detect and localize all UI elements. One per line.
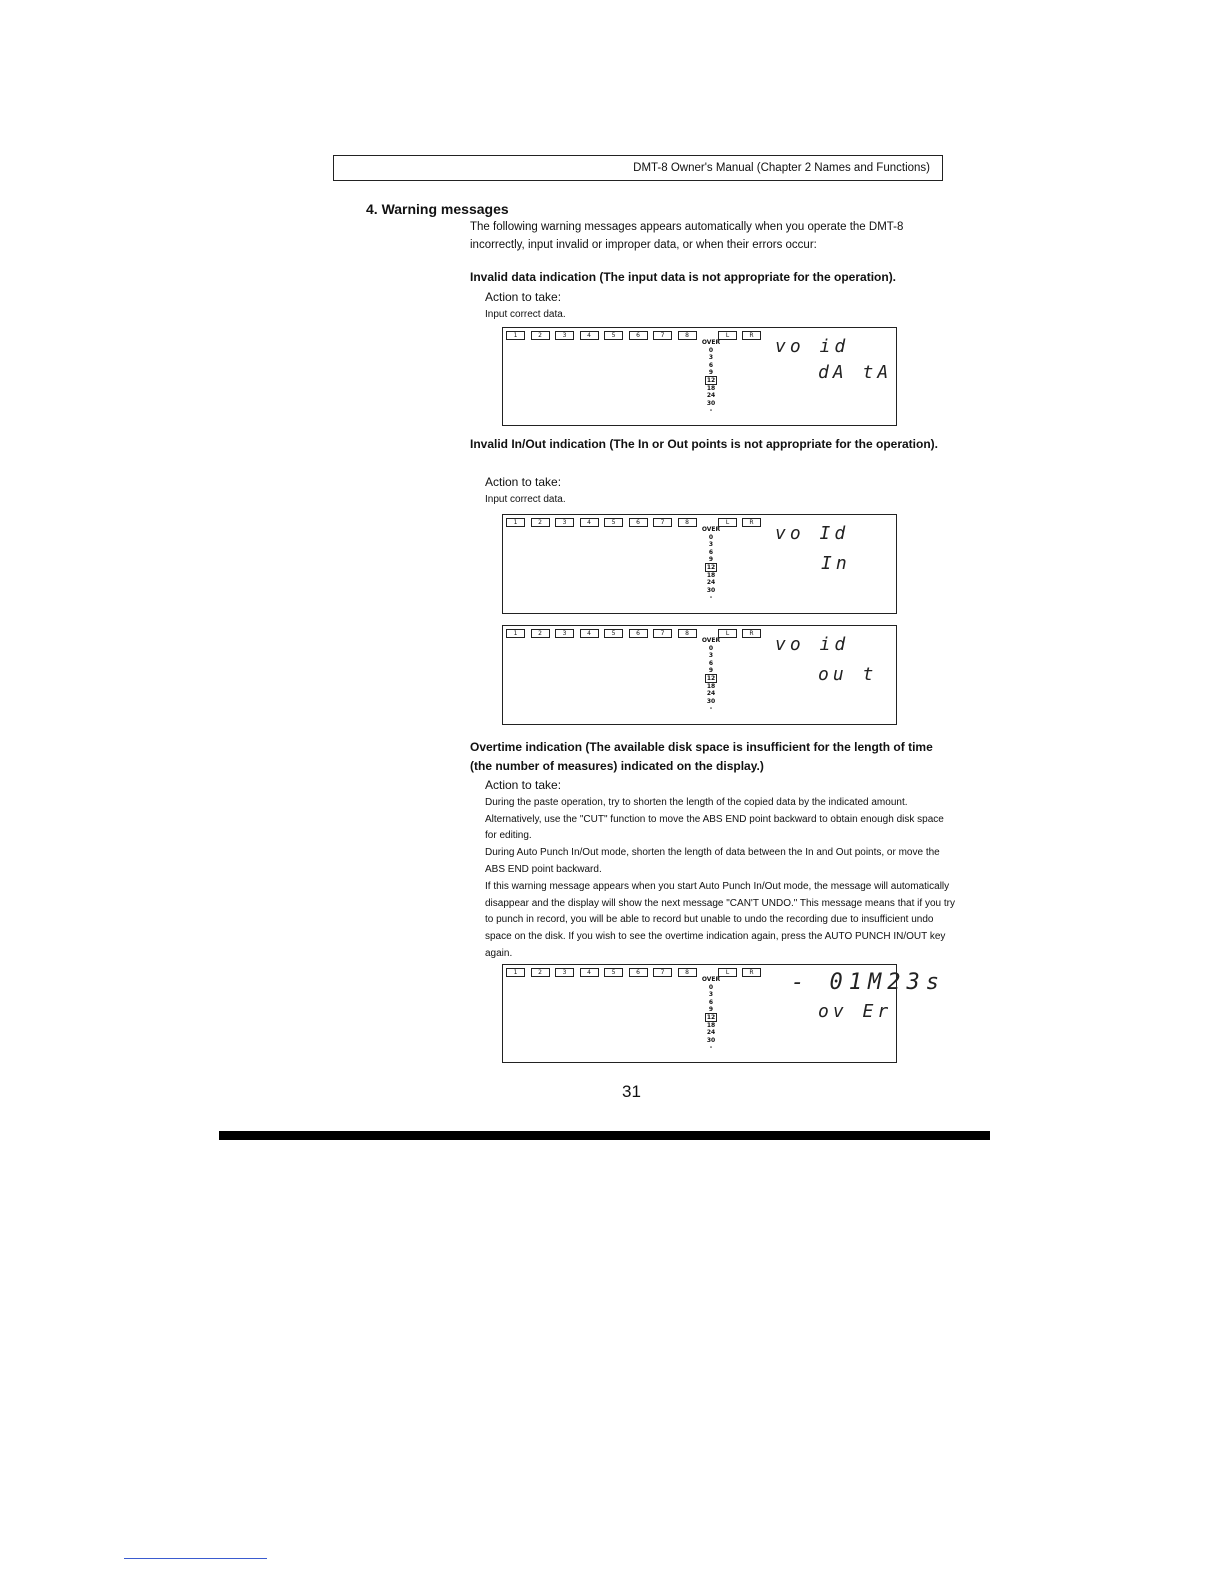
track-key-L: L — [718, 629, 737, 638]
meter-label--: - — [709, 594, 713, 602]
lcd-line2: ov Er — [818, 1001, 893, 1022]
level-meter — [699, 339, 723, 415]
track-key-3: 3 — [555, 968, 574, 977]
meter-label-12: 12 — [706, 563, 716, 571]
meter-label-12: 12 — [706, 674, 716, 682]
meter-label-3: 3 — [708, 991, 714, 999]
track-key-8: 8 — [678, 629, 697, 638]
track-key-6: 6 — [629, 629, 648, 638]
track-key-1: 1 — [506, 518, 525, 527]
lcd-overtime — [502, 964, 945, 1063]
track-key-R: R — [742, 968, 761, 977]
lcd-invalid-out — [502, 625, 897, 725]
lcd-line1: vo id — [775, 336, 850, 357]
invalid-data-detail: Input correct data. — [485, 309, 566, 320]
track-key-5: 5 — [604, 331, 623, 340]
track-key-4: 4 — [580, 629, 599, 638]
meter-label-30: 30 — [706, 1036, 716, 1044]
track-key-8: 8 — [678, 518, 697, 527]
meter-label-6: 6 — [708, 659, 714, 667]
track-key-7: 7 — [653, 331, 672, 340]
lcd-line2: ou t — [818, 664, 878, 685]
invalid-data-title: Invalid data indication (The input data is not appropriate for the operation). — [470, 270, 897, 284]
meter-label-24: 24 — [706, 1029, 716, 1037]
running-header — [333, 155, 943, 181]
meter-label-OVER: OVER — [701, 526, 721, 533]
meter-label-18: 18 — [706, 384, 716, 392]
meter-label-6: 6 — [708, 548, 714, 556]
track-key-5: 5 — [604, 968, 623, 977]
track-key-7: 7 — [653, 518, 672, 527]
track-key-2: 2 — [531, 518, 550, 527]
overtime-paragraph-3: If this warning message appears when you start Auto Punch In/Out mode, the message will automatically disappear and the display will show the next message "CAN'T UNDO." This message means that if you try to punch in record, you will be able to record but unable to undo the recording due to insufficient undo space on the disk. If you wish to see the overtime indication again, press the AUTO PUNCH IN/OUT key again. — [485, 881, 955, 959]
meter-label-24: 24 — [706, 392, 716, 400]
meter-label-9: 9 — [708, 667, 714, 675]
track-key-R: R — [742, 331, 761, 340]
level-meter — [699, 637, 723, 713]
track-key-1: 1 — [506, 331, 525, 340]
track-key-8: 8 — [678, 968, 697, 977]
track-key-L: L — [718, 968, 737, 977]
overtime-paragraph-2: During Auto Punch In/Out mode, shorten the length of data between the In and Out points, or move the ABS END point backward. — [485, 847, 940, 875]
meter-label--: - — [709, 705, 713, 713]
meter-label-0: 0 — [708, 346, 714, 354]
track-key-4: 4 — [580, 518, 599, 527]
overtime-title: Overtime indication (The available disk space is insufficient for the length of time (the number of measures) indicated on the display.) — [470, 740, 933, 773]
meter-label-9: 9 — [708, 556, 714, 564]
meter-label-12: 12 — [706, 376, 716, 384]
track-key-5: 5 — [604, 629, 623, 638]
lcd-line1: - 01M23s — [791, 970, 945, 995]
meter-label-24: 24 — [706, 579, 716, 587]
bottom-rule — [219, 1131, 990, 1140]
invalid-inout-action: Action to take: — [485, 475, 562, 489]
lcd-line1: vo Id — [775, 523, 850, 544]
track-key-3: 3 — [555, 518, 574, 527]
lcd-line1: vo id — [775, 634, 850, 655]
overtime-action: Action to take: — [485, 778, 562, 792]
level-meter — [699, 976, 723, 1052]
section-intro: The following warning messages appears automatically when you operate the DMT-8 incorrectly, input invalid or improper data, or when their errors occur: — [470, 221, 904, 251]
track-key-8: 8 — [678, 331, 697, 340]
track-key-2: 2 — [531, 629, 550, 638]
meter-label-OVER: OVER — [701, 339, 721, 346]
meter-label-6: 6 — [708, 361, 714, 369]
track-key-6: 6 — [629, 331, 648, 340]
track-key-6: 6 — [629, 518, 648, 527]
track-key-2: 2 — [531, 968, 550, 977]
meter-label--: - — [709, 1044, 713, 1052]
meter-label-30: 30 — [706, 586, 716, 594]
meter-label-12: 12 — [706, 1013, 716, 1021]
track-key-2: 2 — [531, 331, 550, 340]
section-heading: 4. Warning messages — [366, 201, 509, 217]
meter-label-OVER: OVER — [701, 637, 721, 644]
meter-label-6: 6 — [708, 998, 714, 1006]
meter-label-OVER: OVER — [701, 976, 721, 983]
lcd-invalid-data — [502, 327, 897, 426]
meter-label-0: 0 — [708, 644, 714, 652]
header-title: DMT-8 Owner's Manual (Chapter 2 Names and Functions) — [633, 162, 930, 174]
meter-label-3: 3 — [708, 652, 714, 660]
footer-link-line — [124, 1558, 267, 1559]
meter-label-18: 18 — [706, 571, 716, 579]
meter-label-30: 30 — [706, 399, 716, 407]
meter-label-9: 9 — [708, 369, 714, 377]
meter-label-24: 24 — [706, 690, 716, 698]
meter-label-3: 3 — [708, 541, 714, 549]
lcd-line2: In — [821, 553, 851, 574]
track-key-6: 6 — [629, 968, 648, 977]
track-key-R: R — [742, 518, 761, 527]
track-key-1: 1 — [506, 629, 525, 638]
track-key-4: 4 — [580, 968, 599, 977]
level-meter — [699, 526, 723, 602]
track-key-7: 7 — [653, 968, 672, 977]
meter-label-9: 9 — [708, 1006, 714, 1014]
track-key-1: 1 — [506, 968, 525, 977]
meter-label-0: 0 — [708, 533, 714, 541]
track-key-3: 3 — [555, 331, 574, 340]
meter-label-18: 18 — [706, 682, 716, 690]
track-key-L: L — [718, 331, 737, 340]
track-key-L: L — [718, 518, 737, 527]
track-key-3: 3 — [555, 629, 574, 638]
track-key-R: R — [742, 629, 761, 638]
invalid-data-action: Action to take: — [485, 290, 562, 304]
meter-label--: - — [709, 407, 713, 415]
page-number: 31 — [622, 1082, 641, 1101]
meter-label-30: 30 — [706, 697, 716, 705]
track-key-7: 7 — [653, 629, 672, 638]
lcd-line2: dA tA — [818, 362, 893, 383]
overtime-paragraph-1: During the paste operation, try to shorten the length of the copied data by the indicated amount. Alternatively, use the "CUT" function to move the ABS END point backward to obtain enough disk space for editing. — [485, 797, 944, 842]
invalid-inout-title: Invalid In/Out indication (The In or Out points is not appropriate for the operation). — [470, 437, 938, 451]
lcd-invalid-in — [502, 514, 897, 614]
track-key-4: 4 — [580, 331, 599, 340]
invalid-inout-detail: Input correct data. — [485, 494, 566, 505]
meter-label-3: 3 — [708, 354, 714, 362]
meter-label-0: 0 — [708, 983, 714, 991]
track-key-5: 5 — [604, 518, 623, 527]
meter-label-18: 18 — [706, 1021, 716, 1029]
